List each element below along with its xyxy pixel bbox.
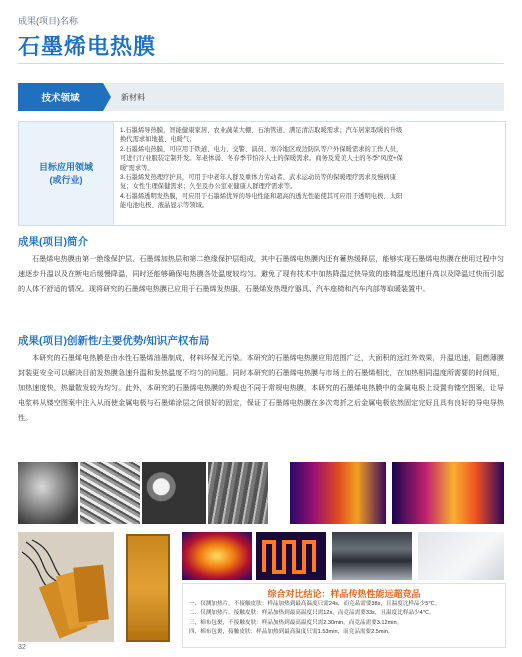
innovation-paragraph: 本研究的石墨烯电热膜是由水性石墨烯油墨制成，材料环保无污染。本研究的石墨烯电热膜应用范围广泛，大面积的远红外效果，升温迅速，阻燃薄膜封装更安全可以解决目前发热膜急速升温和发热温度不均匀的问题。同时本研究的石墨烯电热膜与市场上的石墨烯相比，在加热相同温度所需要的时间短，加热速度快，热量散发较为均匀。此外，本研究的石墨烯电热膜的外观也不同于常规电热膜，本研究的石墨烯电热膜中的金属电极上设置有镂空图案，让导电浆料从镂空图案中注入从而使金属电极与石墨烯涂层之间很好的固定，保证了石墨烯电热膜在多次弯折之后金属电极依然固定完好且具有良好的导电导热性。 [18, 354, 504, 422]
film-roll-photo [332, 532, 412, 580]
thermal-serpentine-image [256, 532, 326, 580]
intro-paragraph: 石墨烯电热膜由第一绝缘保护层、石墨烯加热层和第二绝缘保护层组成，其中石墨烯电热膜内还有蓄热缓释层，能够实现石墨烯电热膜在使用过程中匀速逐步升温以及在断电后缓慢降温，同时还能够确保电热膜各处温度较均匀。避免了现有技术中加热降温过快导致的座椅温度迅速升高以及降温过快而引起的人体不舒适的情况。现将研究的石墨烯电热膜已应用于石墨烯发热服，石墨烯发热理疗器具、汽车座椅和汽车内部等取暖装置中。 [18, 255, 504, 293]
sem-micrograph-image [142, 462, 206, 524]
target-item: 2.石墨烯电热膜，可应用于铁道、电力、交警、演员、寒冷地区或边防队等户外保暖需求的工作人员， [120, 145, 403, 153]
target-item: 1.石墨烯导热膜，智能健康家居、农业蔬菜大棚、石油管道、满足清洁取暖需求；汽车居家取暖的升级 [120, 127, 403, 134]
target-item: 可进行行业服装定制开发。年老体弱、冬春季节怕冷人士的保暖需求。商务及爱美人士的冬季"风度+保 [120, 155, 403, 163]
target-application-label [19, 122, 114, 225]
summary-item: 三，棉布包裹，不接触皮肤：样品加热到最高温度只需2.30min，而竞品需要3.12min。 [189, 619, 403, 626]
target-application-list [114, 122, 505, 225]
innovation-section-title: 成果(项目)创新性/主要优势/知识产权布局 [18, 335, 210, 347]
heater-samples-drawing [18, 532, 114, 642]
target-item: 换代需求如地毯、电暖气； [120, 136, 196, 144]
sem-micrograph-image [18, 462, 78, 524]
title-divider [18, 63, 504, 64]
thermal-image [182, 532, 252, 580]
summary-title: 综合对比结论：样品传热性能远超竞品 [267, 589, 421, 599]
tech-field-row [18, 83, 504, 111]
summary-item: 一、仅测加热片，不接触皮肤：样品加热到最高温度只需24s，而竞品需要38s，且温度比样品少5℃。 [189, 601, 441, 607]
tech-field-value: 新材料 [103, 83, 504, 111]
target-application-box [18, 121, 506, 226]
film-sheet-photo [418, 532, 504, 580]
target-item: 3.石墨烯发热理疗护具，可用于中老年人群及重体力劳动者、武术运动员等的保暖理疗需求及慢病康 [120, 174, 397, 182]
serpentine-heater-drawing [256, 532, 326, 580]
target-label-line2: (或行业) [49, 174, 83, 185]
tech-field-label: 技术领域 [18, 83, 103, 111]
target-item: 4.石墨烯透明发热膜，可应用于石墨烯优异的导电性能和超高的透光性能使其可应用于透明电极、太阳 [120, 192, 403, 200]
intro-section-title: 成果(项目)简介 [18, 236, 88, 248]
sem-micrograph-image [80, 462, 140, 524]
sem-micrograph-image [208, 462, 268, 524]
target-label-line1: 目标应用领域 [38, 161, 93, 172]
heater-samples-photo [18, 532, 114, 642]
target-item: 能电池电极、液晶显示等领域。 [120, 202, 209, 210]
category-label: 成果(项目)名称 [18, 16, 78, 26]
graphene-heating-film-photo [126, 534, 170, 642]
thermal-image [392, 462, 504, 524]
page-number: 32 [18, 644, 26, 651]
page-title: 石墨烯电热膜 [18, 34, 157, 59]
summary-item: 二、仅测加热片，接触皮肤：样品加热到最高温度只需12s，而竞品需要33s，且温度比样品少4℃。 [189, 610, 435, 617]
summary-item: 四，棉布包裹，接触皮肤：样品加热到最高温度只需1.53min，而竞品需要2.5min。 [189, 629, 394, 636]
target-item: 复；女性生理保健需求；久坐及办公室亚健康人群理疗需求等。 [120, 183, 297, 191]
thermal-image [290, 462, 386, 524]
comparison-summary [182, 583, 506, 648]
target-item: 暖"需求等。 [120, 164, 154, 172]
